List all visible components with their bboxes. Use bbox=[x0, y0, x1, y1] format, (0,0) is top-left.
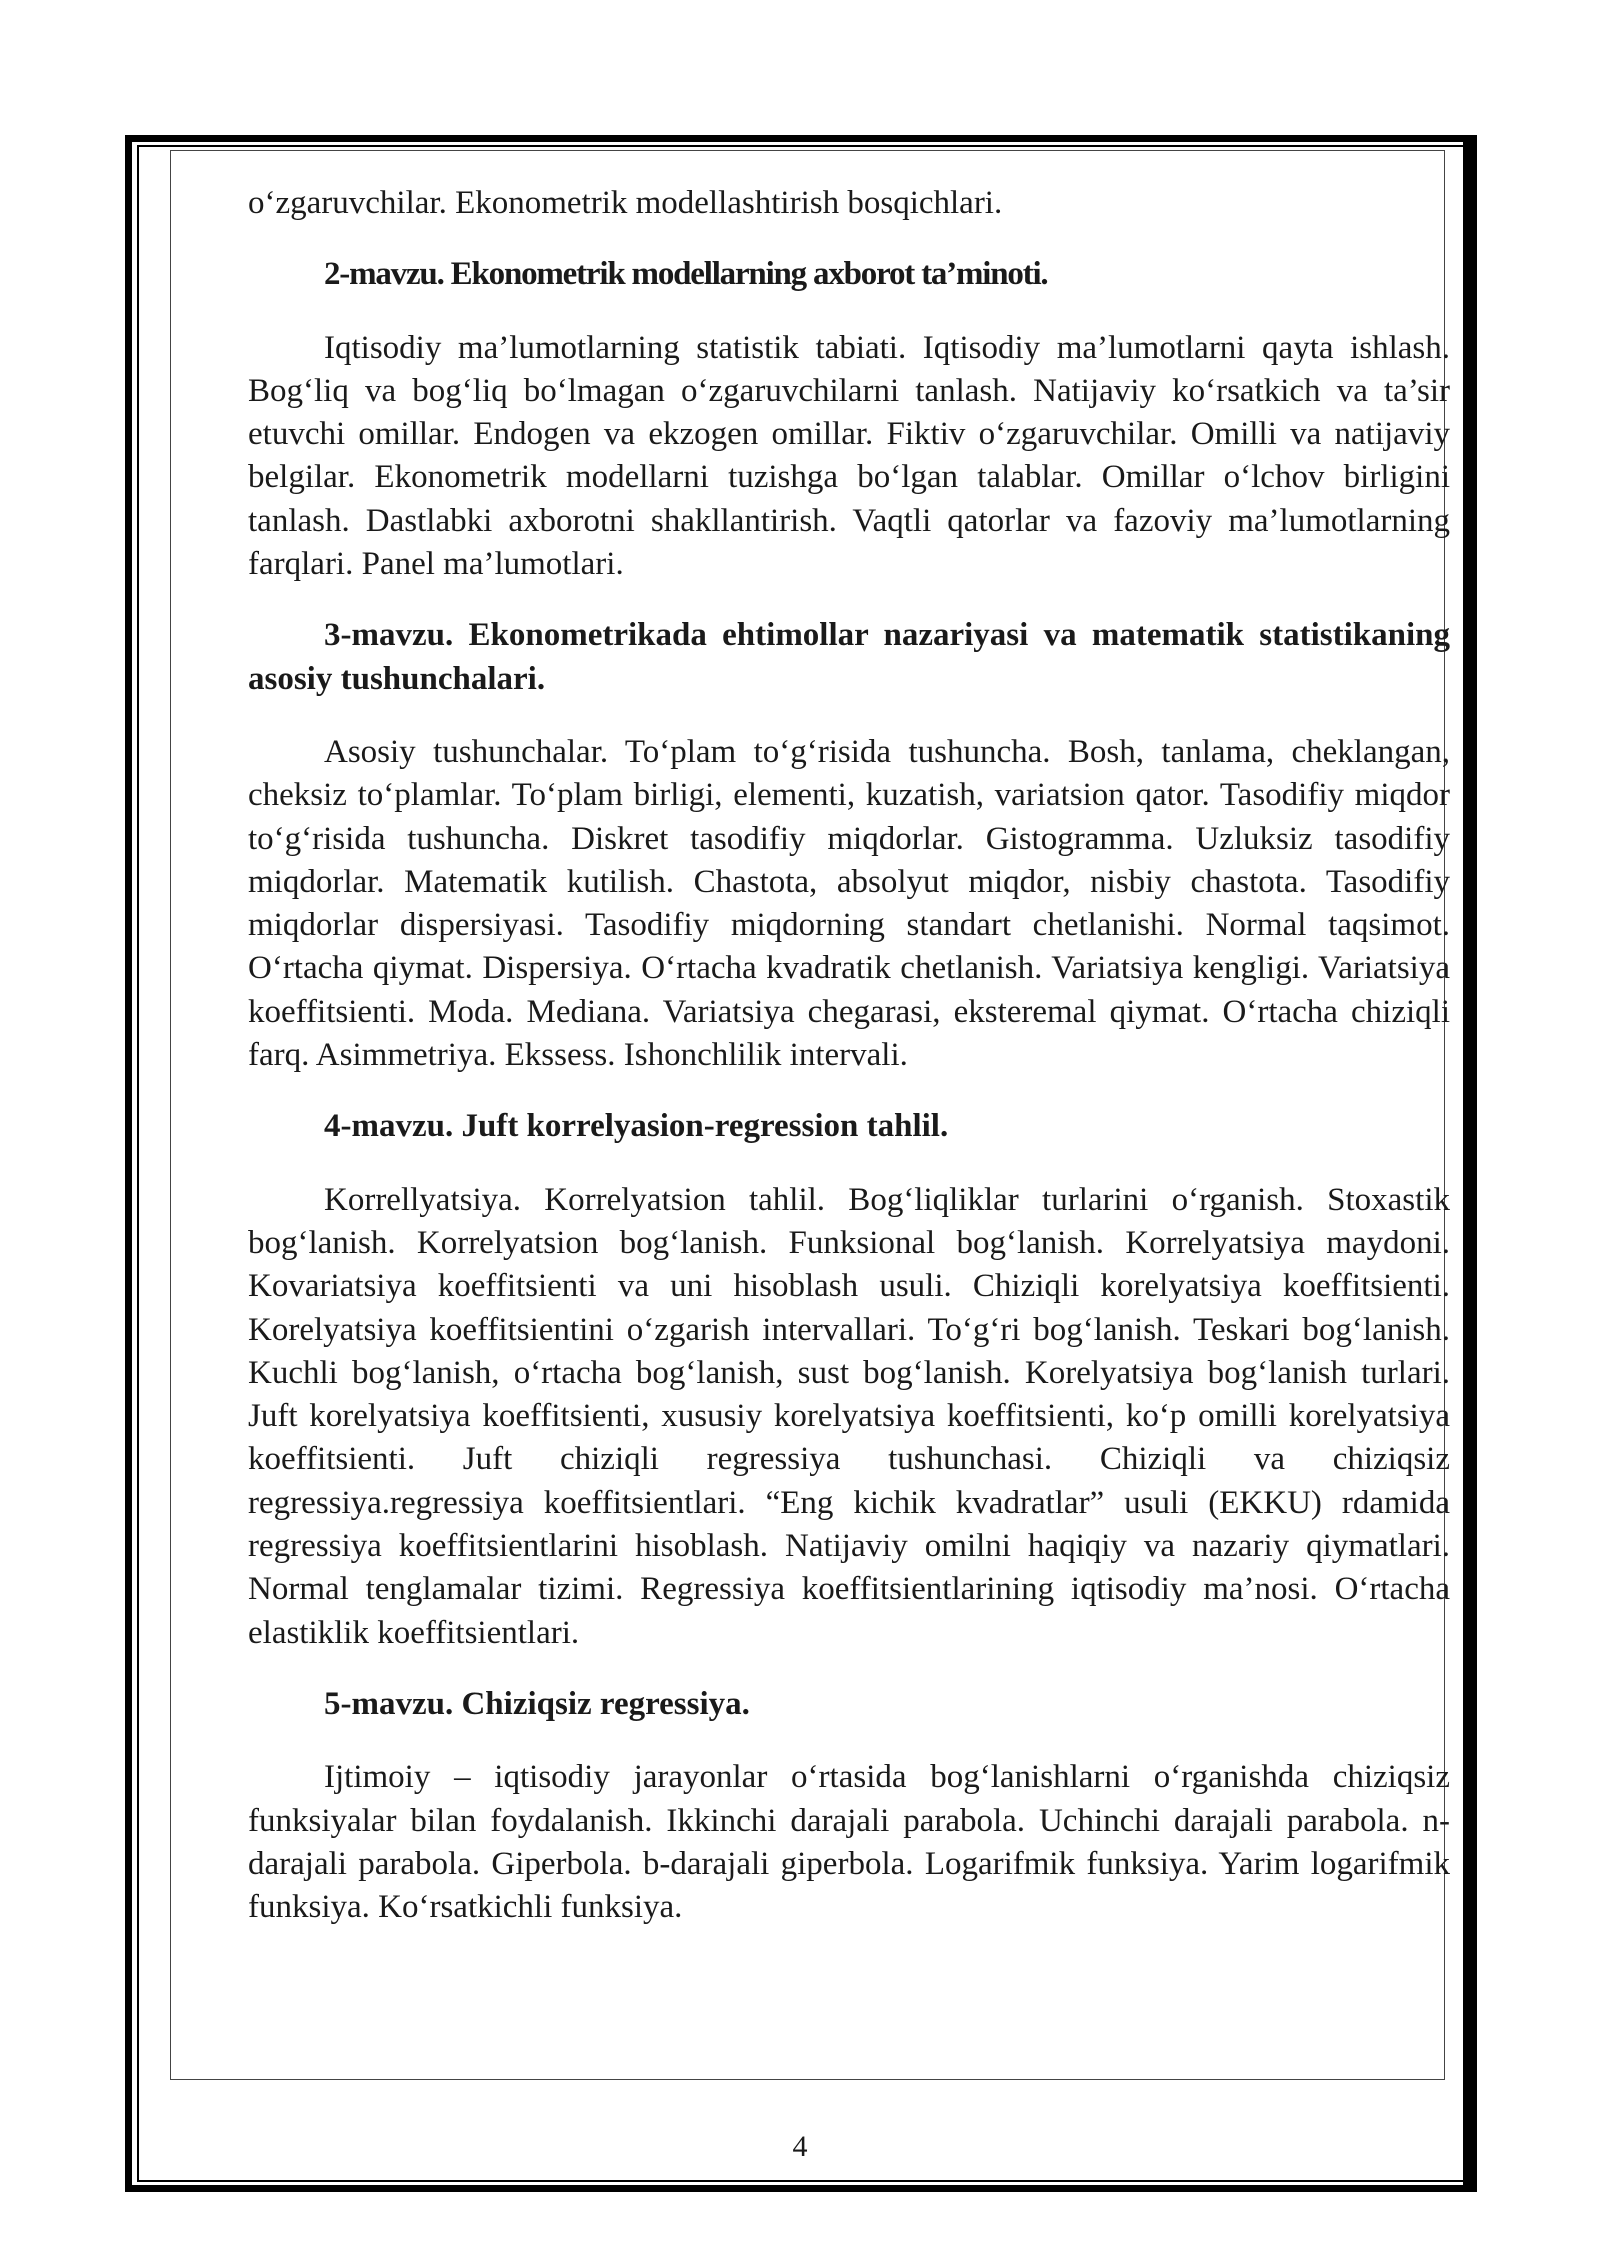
section-body-3: Asosiy tushunchalar. To‘plam to‘g‘risida tushuncha. Bosh, tanlama, cheklangan, cheksiz to‘plamlar. To‘plam birligi, elementi, kuzatish, variatsion qator. Tasodifiy miqdor to‘g‘risida tushuncha. Diskret tasodifiy miqdorlar. Gistogramma. Uzluksiz tasodifiy miqdorlar. Matematik kutilish. Chastota, absolyut miqdor, nisbiy chastota. Tasodifiy miqdorlar dispersiyasi. Tasodifiy miqdorning standart chetlanishi. Normal taqsimot. O‘rtacha qiymat. Dispersiya. O‘rtacha kvadratik chetlanish. Variatsiya kengligi. Variatsiya koeffitsienti. Moda. Mediana. Variatsiya chegarasi, eksteremal qiymat. O‘rtacha chiziqli farq. Asimmetriya. Ekssess. Ishonchlilik intervali. bbox=[248, 733, 1450, 1074]
section-body-2: Iqtisodiy ma’lumotlarning statistik tabiati. Iqtisodiy ma’lumotlarni qayta ishlash. Bog‘liq va bog‘liq bo‘lmagan o‘zgaruvchilarni tanlash. Natijaviy ko‘rsatkich va ta’sir etuvchi omillar. Endogen va ekzogen omillar. Fiktiv o‘zgaruvchilar. Omilli va natijaviy belgilar. Ekonometrik modellarni tuzishga bo‘lgan talablar. Omillar o‘lchov birligini tanlash. Dastlabki axborotni shakllantirish. Vaqtli qatorlar va fazoviy ma’lumotlarning farqlari. Panel ma’lumotlari. bbox=[248, 329, 1450, 583]
section-heading-2: 2-mavzu. Ekonometrik modellarning axborot ta’minoti. bbox=[324, 256, 1048, 293]
continuation-line: o‘zgaruvchilar. Ekonometrik modellashtirish bosqichlari. bbox=[248, 185, 1003, 221]
section-body-4: Korrellyatsiya. Korrelyatsion tahlil. Bog‘liqliklar turlarini o‘rganish. Stoxastik bog‘lanish. Korrelyatsion bog‘lanish. Funksional bog‘lanish. Korrelyatsiya maydoni. Kovariatsiya koeffitsienti va uni hisoblash usuli. Chiziqli korelyatsiya koeffitsienti. Korelyatsiya koeffitsientini o‘zgarish intervallari. To‘g‘ri bog‘lanish. Teskari bog‘lanish. Kuchli bog‘lanish, o‘rtacha bog‘lanish, sust bog‘lanish. Korelyatsiya bog‘lanish turlari. Juft korelyatsiya koeffitsienti, xususiy korelyatsiya koeffitsienti, ko‘p omilli korelyatsiya koeffitsienti. Juft chiziqli regressiya tushunchasi. Chiziqli va chiziqsiz regressiya.regressiya koeffitsientlari. “Eng kichik kvadratlar” usuli (EKKU) rdamida regressiya koeffitsientlarini hisoblash. Natijaviy omilni haqiqiy va nazariy qiymatlari. Normal tenglamalar tizimi. Regressiya koeffitsientlarining iqtisodiy ma’nosi. O‘rtacha elastiklik koeffitsientlari. bbox=[248, 1181, 1450, 1651]
section-body-5: Ijtimoiy – iqtisodiy jarayonlar o‘rtasida bog‘lanishlarni o‘rganishda chiziqsiz funksiyalar bilan foydalanish. Ikkinchi darajali parabola. Uchinchi darajali parabola. n-darajali parabola. Giperbola. b-darajali giperbola. Logarifmik funksiya. Yarim logarifmik funksiya. Ko‘rsatkichli funksiya. bbox=[248, 1759, 1450, 1926]
section-heading-5: 5-mavzu. Chiziqsiz regressiya. bbox=[324, 1685, 750, 1722]
page-number: 4 bbox=[792, 2130, 808, 2163]
document-body bbox=[248, 182, 1450, 1929]
section-heading-4: 4-mavzu. Juft korrelyasion-regression tahlil. bbox=[324, 1108, 949, 1145]
section-heading-3: 3-mavzu. Ekonometrikada ehtimollar nazariyasi va matematik statistikaning asosiy tushunchalari. bbox=[248, 617, 1450, 697]
